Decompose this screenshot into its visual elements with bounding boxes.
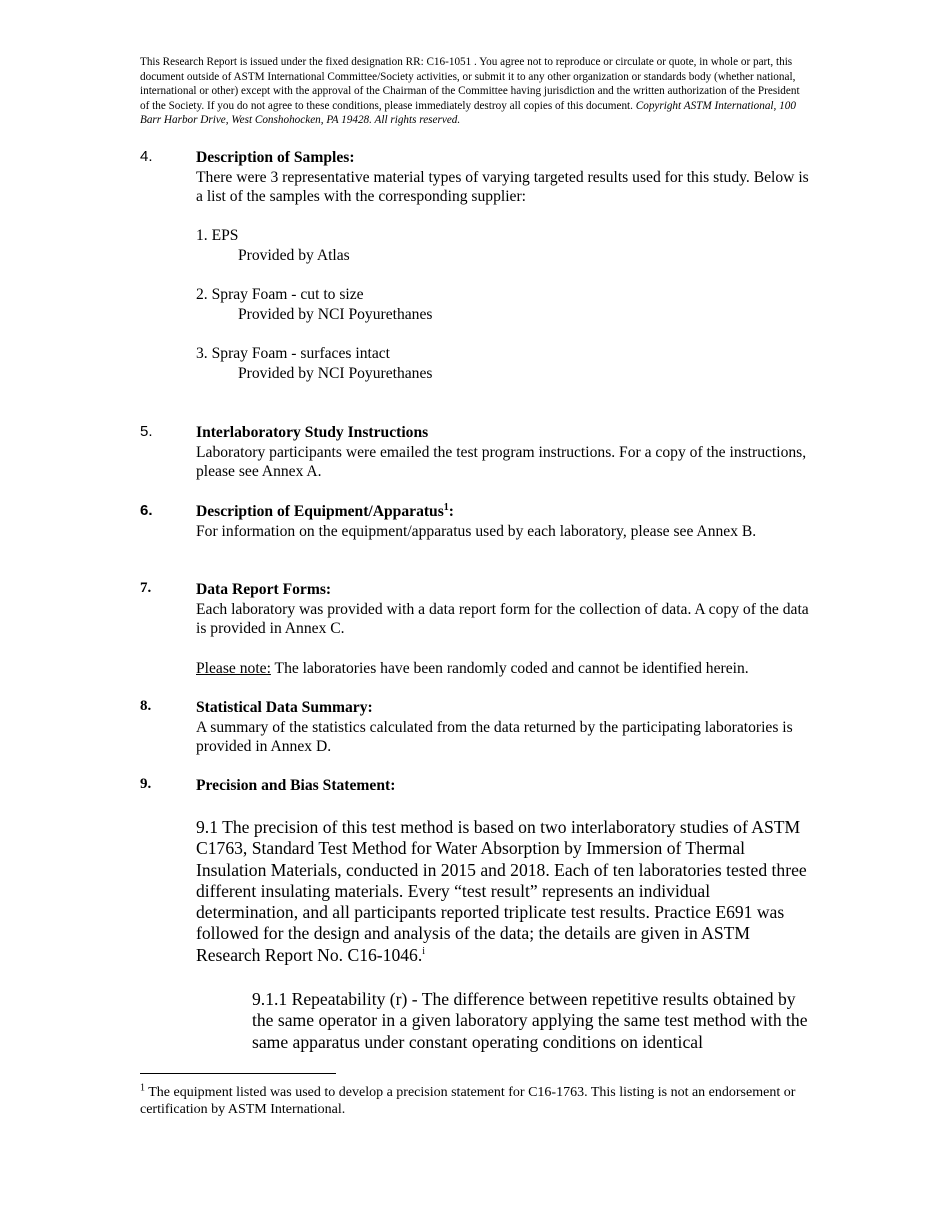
section-8 (196, 698, 816, 757)
section-6-title (196, 502, 816, 522)
section-9-number: 9. (140, 776, 152, 792)
footnote-ref-1: 1 (443, 501, 449, 513)
footnote-mark: 1 (140, 1082, 145, 1094)
section-4-number: 4. (140, 148, 153, 165)
footnote-separator (140, 1073, 336, 1074)
notice-copyright: Copyright ASTM International, 100 Barr Harbor Drive, West Conshohocken, PA 19428. All rights reserved. (140, 99, 796, 126)
section-4-title: Description of Samples: (196, 149, 355, 166)
section-5-title: Interlaboratory Study Instructions (196, 424, 429, 441)
section-8-number: 8. (140, 698, 152, 714)
note-text: The laboratories have been randomly coded and cannot be identified herein. (270, 660, 749, 677)
note-label: Please note: (196, 660, 271, 677)
paragraph-9-1 (196, 817, 808, 966)
sample-2-supplier: Provided by NCI Poyurethanes (238, 305, 433, 323)
section-7 (196, 580, 816, 639)
section-5-body: Laboratory participants were emailed the test program instructions. For a copy of the instructions, please see Annex A. (196, 443, 807, 481)
section-4 (196, 148, 816, 207)
sample-3-label: 3. Spray Foam - surfaces intact (196, 345, 391, 362)
section-4-body: There were 3 representative material types of varying targeted results used for this study. Below is a list of the samples with the corresponding supplier: (196, 168, 809, 206)
footnote-1 (140, 1084, 800, 1118)
sample-1-supplier: Provided by Atlas (238, 246, 350, 264)
section-6-title-colon: : (448, 503, 454, 520)
notice-text: This Research Report is issued under the fixed designation RR: C16-1051 . You agree not to reproduce or circulate or quote, in whole or part, this document outside of ASTM International Committee/Society activities, or submit it to any other organization or standards body (whether national, international or other) except with the approval of the Chairman of the Committee having jurisdiction and the written authorization of the President of the Society. If you do not agree to these conditions, please immediately destroy all copies of this document. (140, 56, 800, 112)
section-5 (196, 423, 816, 482)
section-6-title-text: Description of Equipment/Apparatus (196, 503, 444, 520)
section-8-title: Statistical Data Summary: (196, 699, 373, 716)
section-7-number: 7. (140, 580, 152, 596)
paragraph-9-1-text: 9.1 The precision of this test method is based on two interlaboratory studies of ASTM C1763, Standard Test Method for Water Absorption by Immersion of Thermal Insulation Materials, conducted in 2015 and 2018. Each of ten laboratories tested three different insulating materials. Every “test result” represents an individual determination, and all participants reported triplicate test results. Practice E691 was followed for the design and analysis of the data; the details are given in ASTM Research Report No. C16-1046. (196, 817, 807, 965)
section-5-number: 5. (140, 423, 153, 440)
footnote-text: The equipment listed was used to develop a precision statement for C16-1763. This listing is not an endorsement or certification by ASTM International. (140, 1085, 796, 1117)
sample-3 (196, 344, 432, 383)
section-6-number: 6. (140, 502, 153, 519)
section-9-title: Precision and Bias Statement: (196, 777, 396, 794)
sample-3-supplier: Provided by NCI Poyurethanes (238, 364, 433, 382)
sample-1-label: 1. EPS (196, 227, 239, 244)
paragraph-9-1-1: 9.1.1 Repeatability (r) - The difference between repetitive results obtained by the same operator in a given laboratory applying the same test method with the same apparatus under constant operating conditions on identical (252, 989, 808, 1052)
section-7-body: Each laboratory was provided with a data report form for the collection of data. A copy of the data is provided in Annex C. (196, 600, 809, 638)
section-7-note (196, 659, 826, 679)
copyright-notice (140, 55, 810, 128)
section-9 (196, 776, 816, 796)
sample-2-label: 2. Spray Foam - cut to size (196, 286, 364, 303)
endnote-ref-i: i (422, 945, 426, 957)
section-7-title: Data Report Forms: (196, 581, 332, 598)
sample-1 (196, 226, 350, 265)
section-8-body: A summary of the statistics calculated from the data returned by the participating laboratories is provided in Annex D. (196, 718, 793, 756)
section-6 (196, 502, 816, 541)
section-6-body: For information on the equipment/apparatus used by each laboratory, please see Annex B. (196, 522, 757, 540)
sample-2 (196, 285, 432, 324)
